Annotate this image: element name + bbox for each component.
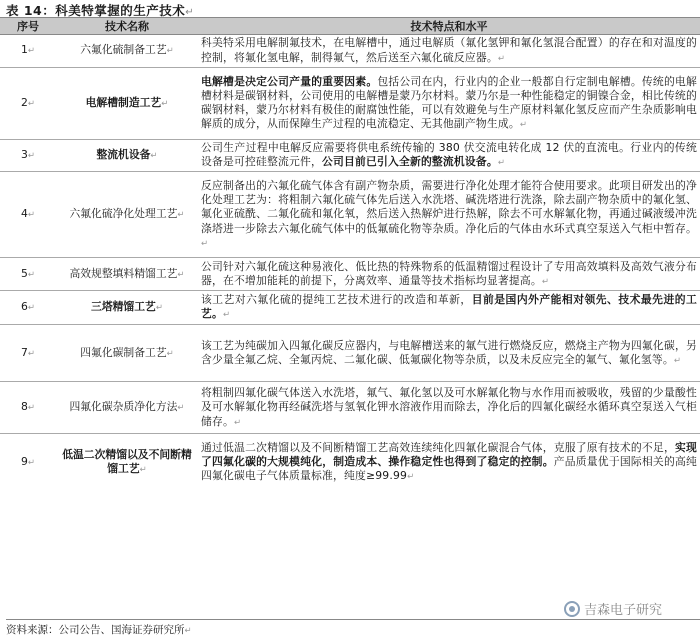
description-text: 产品质量优于国际相关的高纯四氟化碳电子气体质量标准，纯度≥99.99 [201,455,697,483]
row-number: 4↵ [0,172,56,258]
description-text: 该工艺为纯碳加入四氟化碳反应器内，与电解槽送来的氟气进行燃烧反应，燃烧主产物为四氟化碳，另含少量全氟乙烷、全氟丙烷、二氟化碳、低氟碳化物等杂质，以及未反应完全的氟气、氟化氢等。 [201,338,697,366]
tech-description: 反应制备出的六氟化硫气体含有副产物杂质，需要进行净化处理才能符合使用要求。此项目研发出的净化处理工艺为：将粗制六氟化硫气体先后送入水洗塔、碱洗塔进行洗涤，除去副产物杂质中的氟化氢、氟化亚硫酰、二氟化硫和氟化氧，然后送入热解炉进行热解，除去不可水解氟化物，再通过碱液缓冲洗涤塔进一步除去六氟化硫气体中的低氟硫化物等杂质。净化后的气体由水环式真空泵送入气柜中暂存。↵ [198,172,700,258]
table-row [0,325,700,382]
tech-description: 科美特采用电解制氟技术，在电解槽中，通过电解质（氟化氢钾和氟化氢混合配置）的存在和对温度的控制，将氟化氢电解，制得氟气，然后送至六氟化硫反应器。↵ [198,35,700,68]
table-row [0,68,700,140]
row-number: 6↵ [0,291,56,325]
tech-name: 电解槽制造工艺↵ [56,68,198,140]
description-highlight: 电解槽是决定公司产量的重要因素。 [201,74,378,88]
description-text: 科美特采用电解制氟技术，在电解槽中，通过电解质（氟化氢钾和氟化氢混合配置）的存在和对温度的控制，将氟化氢电解，制得氟气，然后送至六氟化硫反应器。 [201,36,697,64]
tech-description: 该工艺为纯碳加入四氟化碳反应器内，与电解槽送来的氟气进行燃烧反应，燃烧主产物为四氟化碳，另含少量全氟乙烷、全氟丙烷、二氟化碳、低氟碳化物等杂质，以及未反应完全的氟气、氟化氢等。↵ [198,325,700,382]
tech-name: 低温二次精馏以及不间断精馏工艺↵ [62,447,192,476]
description-highlight: 公司目前已引入全新的整流机设备。 [321,155,498,169]
table-row [0,35,700,68]
row-number: 8↵ [0,382,56,434]
tech-name: 三塔精馏工艺↵ [56,291,198,325]
table-header-row [0,18,700,35]
source-note: 资料来源：公司公告、国海证券研究所↵ [6,619,700,637]
wechat-logo-icon [564,601,580,617]
table-row [0,258,700,291]
description-text: 将粗制四氟化碳气体送入水洗塔，氟气、氟化氢以及可水解氟化物与水作用而被吸收，残留的少量酸性及可水解氟化物再经碱洗塔与氢氧化钾水溶液作用而除去，净化后的四氟化碳经水循环真空泵送入气柜储存。 [201,386,697,428]
watermark [560,597,666,620]
description-text: 包括公司在内，行业内的企业一般都自行定制电解槽。传统的电解槽材料是碳钢材料，公司使用的电解槽是蒙乃尔材料。蒙乃尔是一种性能稳定的铜镍合金，相比传统的碳钢材料，蒙乃尔材料有极佳的耐腐蚀性能，可以有效避免与生产原材料氟化氢反应而产生杂质影响电解质的成分，从而保障生产过程的电流稳定、无其他副产物生成。 [201,74,697,131]
tech-name: 六氟化硫净化处理工艺↵ [56,172,198,258]
table-row [0,434,700,491]
description-text: 公司生产过程中电解反应需要将供电系统传输的 380 伏交流电转化成 12 伏的直流电。行业内的传统设备是可控硅整流元件， [201,141,697,169]
row-number: 5↵ [0,258,56,291]
tech-description: 通过低温二次精馏以及不间断精馏工艺高效连续纯化四氟化碳混合气体，克服了原有技术的不足，实现了四氟化碳的大规模纯化，制造成本、操作稳定性也得到了稳定的控制。产品质量优于国际相关的高纯四氟化碳电子气体质量标准，纯度≥99.99↵ [201,440,697,483]
description-highlight: 实现了四氟化碳的大规模纯化，制造成本、操作稳定性也得到了稳定的控制。 [201,440,697,469]
row-number: 3↵ [0,140,56,172]
table-row [0,172,700,258]
tech-description: 电解槽是决定公司产量的重要因素。包括公司在内，行业内的企业一般都自行定制电解槽。传统的电解槽材料是碳钢材料，公司使用的电解槽是蒙乃尔材料。蒙乃尔是一种性能稳定的铜镍合金，相比传统的碳钢材料，蒙乃尔材料有极佳的耐腐蚀性能，可以有效避免与生产原材料氟化氢反应而产生杂质影响电解质的成分，从而保障生产过程的电流稳定、无其他副产物生成。↵ [198,68,700,140]
description-text: 反应制备出的六氟化硫气体含有副产物杂质，需要进行净化处理才能符合使用要求。此项目研发出的净化处理工艺为：将粗制六氟化硫气体先后送入水洗塔、碱洗塔进行洗涤，除去副产物杂质中的氟化氢、氟化亚硫酰、二氟化硫和氟化氧，然后送入热解炉进行热解，除去不可水解氟化物，再通过碱液缓冲洗涤塔进一步除去六氟化硫气体中的低氟硫化物等杂质。净化后的气体由水环式真空泵送入气柜中暂存。 [201,178,697,235]
tech-description: 公司针对六氟化硫这种易液化、低比热的特殊物系的低温精馏过程设计了专用高效填料及高效气液分布器，在不增加能耗的前提下，分离效率、通量等技术指标均显著提高。↵ [198,258,700,291]
header-name: 技术名称 [56,18,198,35]
description-text: 公司针对六氟化硫这种易液化、低比热的特殊物系的低温精馏过程设计了专用高效填料及高效气液分布器，在不增加能耗的前提下，分离效率、通量等技术指标均显著提高。 [201,259,697,287]
watermark-text: 吉森电子研究 [584,603,663,618]
tech-name: 整流机设备↵ [56,140,198,172]
tech-description: 将粗制四氟化碳气体送入水洗塔，氟气、氟化氢以及可水解氟化物与水作用而被吸收，残留的少量酸性及可水解氟化物再经碱洗塔与氢氧化钾水溶液作用而除去，净化后的四氟化碳经水循环真空泵送入气柜储存。↵ [198,382,700,434]
table-row [0,382,700,434]
header-desc: 技术特点和水平 [198,18,700,35]
tech-description: 公司生产过程中电解反应需要将供电系统传输的 380 伏交流电转化成 12 伏的直流电。行业内的传统设备是可控硅整流元件，公司目前已引入全新的整流机设备。↵ [198,140,700,172]
row-number: 2↵ [0,68,56,140]
row-number: 1↵ [0,35,56,68]
row-number: 9↵ [21,455,35,469]
row-number: 7↵ [0,325,56,382]
header-no: 序号 [0,18,56,35]
tech-name: 高效规整填料精馏工艺↵ [56,258,198,291]
description-text: 该工艺对六氟化硫的提纯工艺技术进行的改造和革新， [201,293,472,307]
tech-name: 四氟化碳杂质净化方法↵ [56,382,198,434]
description-text: 通过低温二次精馏以及不间断精馏工艺高效连续纯化四氟化碳混合气体，克服了原有技术的不足， [201,440,675,454]
tech-description: 该工艺对六氟化硫的提纯工艺技术进行的改造和革新，目前是国内外产能相对领先、技术最先进的工艺。↵ [198,291,700,325]
table-row [0,291,700,325]
tech-table [0,17,700,491]
tech-name: 六氟化硫制备工艺↵ [56,35,198,68]
table-row [0,140,700,172]
table-title: 表 14：科美特掌握的生产技术↵ [6,3,195,18]
description-highlight: 目前是国内外产能相对领先、技术最先进的工艺。 [201,293,697,321]
tech-name: 四氟化碳制备工艺↵ [56,325,198,382]
